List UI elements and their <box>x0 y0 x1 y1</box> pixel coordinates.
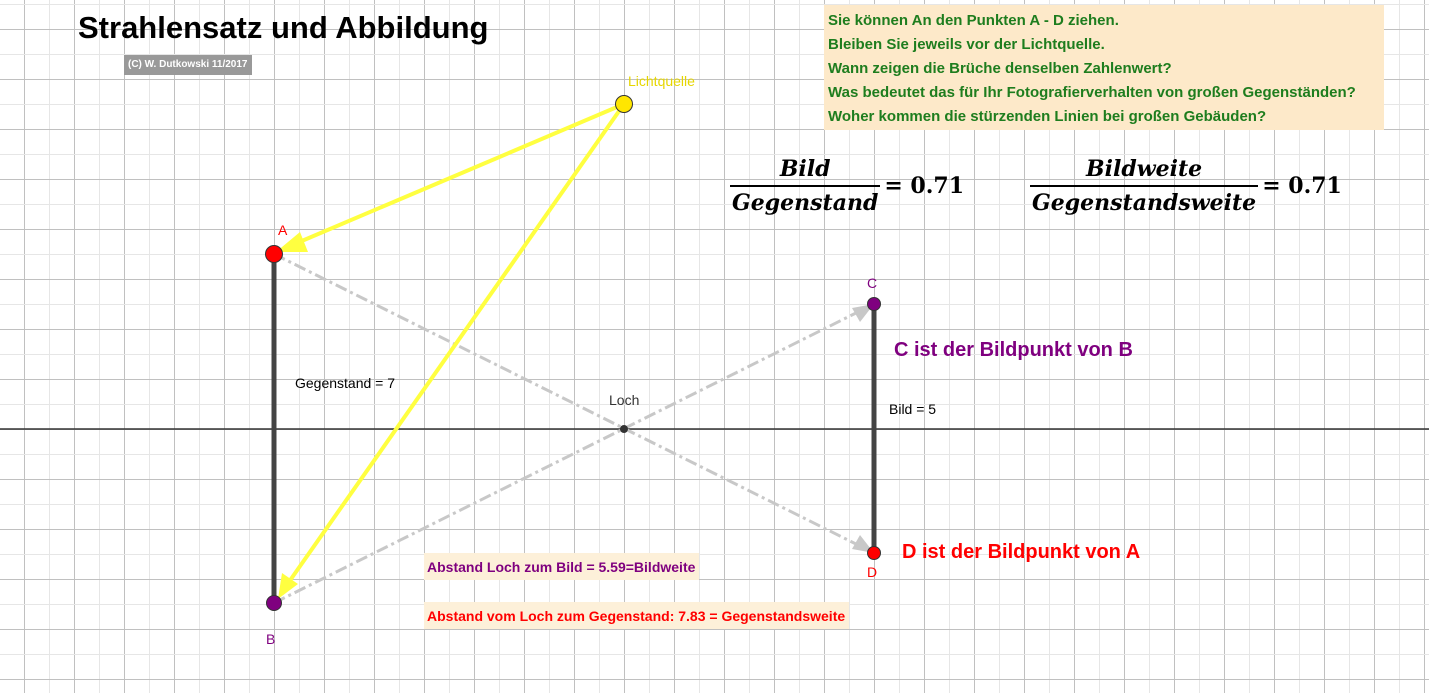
fraction-denominator: Gegenstand <box>732 189 879 216</box>
fraction-bar <box>1030 185 1258 187</box>
loch-point[interactable] <box>620 425 628 433</box>
c-bildpunkt-text: C ist der Bildpunkt von B <box>894 339 1133 361</box>
instruction-line: Wann zeigen die Brüche denselben Zahlenwert? <box>828 60 1172 77</box>
fraction-bar <box>730 185 880 187</box>
copyright-badge: (C) W. Dutkowski 11/2017 <box>124 55 252 75</box>
point-a[interactable] <box>266 246 283 263</box>
instruction-line: Woher kommen die stürzenden Linien bei großen Gebäuden? <box>828 108 1267 125</box>
instruction-line: Bleiben Sie jeweils vor der Lichtquelle. <box>828 36 1105 53</box>
instruction-line: Was bedeutet das für Ihr Fotografierverhalten von großen Gegenständen? <box>828 84 1356 101</box>
fraction-numerator: Bildweite <box>1086 156 1203 182</box>
fraction-denominator: Gegenstandsweite <box>1032 189 1257 216</box>
fraction-numerator: Bild <box>779 156 831 182</box>
gegenstand-length-label: Gegenstand = 7 <box>295 375 396 391</box>
abstand-gegenstand-box: Abstand vom Loch zum Gegenstand: 7.83 = Gegenstandsweite <box>424 602 849 629</box>
lichtquelle-point[interactable] <box>616 96 633 113</box>
loch-label: Loch <box>609 392 640 408</box>
page-title: Strahlensatz und Abbildung <box>78 10 489 45</box>
point-b-label: B <box>266 631 276 647</box>
point-c-label: C <box>867 275 878 291</box>
bild-length-label: Bild = 5 <box>889 401 937 417</box>
fraction-bildweite-gegenstandsweite <box>1030 156 1342 216</box>
fraction-value: = 0.71 <box>1262 172 1342 199</box>
point-d[interactable] <box>868 547 881 560</box>
point-c[interactable] <box>868 298 881 311</box>
d-bildpunkt-text: D ist der Bildpunkt von A <box>902 541 1141 563</box>
fraction-value: = 0.71 <box>884 172 965 199</box>
abstand-bild-box: Abstand Loch zum Bild = 5.59=Bildweite <box>424 553 699 580</box>
point-a-label: A <box>278 222 288 238</box>
instruction-line: Sie können An den Punkten A - D ziehen. <box>828 12 1119 29</box>
lichtquelle-label: Lichtquelle <box>628 73 695 89</box>
point-d-label: D <box>867 564 878 580</box>
fraction-bild-gegenstand <box>730 156 964 216</box>
instructions-box <box>824 5 1384 130</box>
point-b[interactable] <box>267 596 282 611</box>
